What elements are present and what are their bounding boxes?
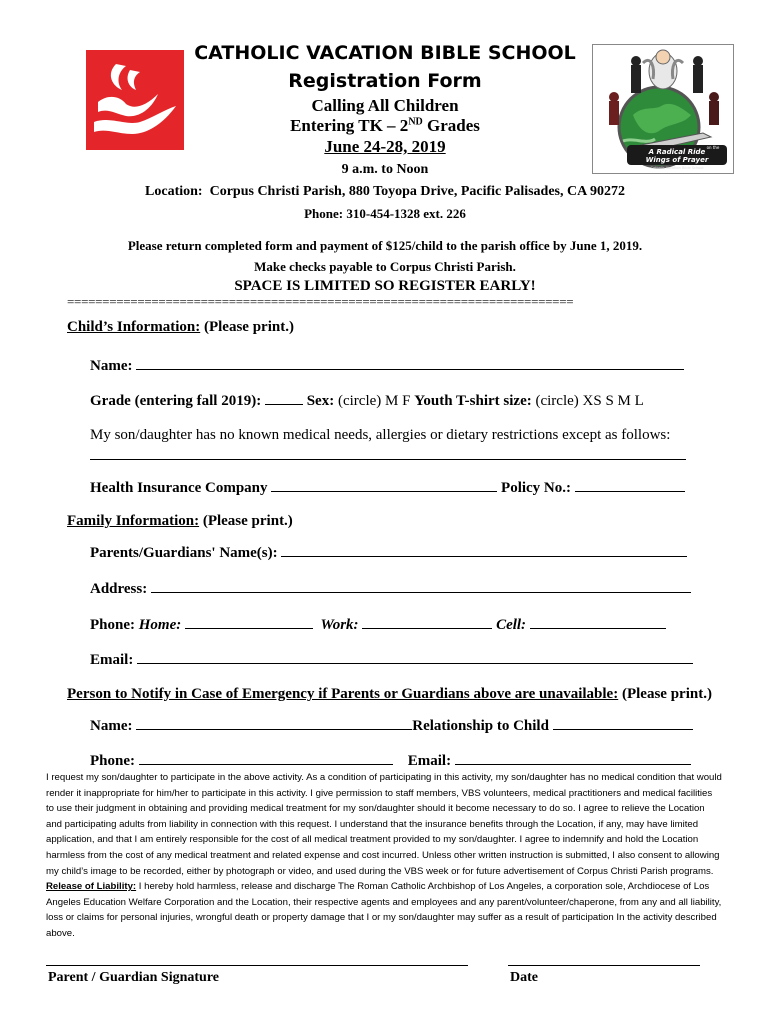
relationship-label: Relationship to Child (412, 718, 549, 734)
family-email-row (90, 649, 693, 669)
child-heading-note: (Please print.) (200, 319, 294, 335)
family-phone-row (90, 614, 666, 634)
child-heading-label: Child’s Information: (67, 319, 201, 335)
emergency-heading-label: Person to Notify in Case of Emergency if Parents or Guardians above are unavailable: (67, 686, 619, 702)
grade-label: Grade (entering fall 2019): (90, 393, 262, 409)
seal-title-line3: Wings of Prayer (645, 156, 709, 164)
grades-line (186, 116, 584, 136)
event-dates: June 24-28, 2019 (324, 137, 446, 156)
shirt-label: Youth T-shirt size: (414, 393, 532, 409)
work-phone-field[interactable] (362, 614, 492, 629)
date-line[interactable] (508, 965, 700, 966)
grades-prefix: Entering TK – 2 (290, 116, 409, 135)
sex-options[interactable]: (circle) M F (334, 393, 415, 409)
policy-field[interactable] (575, 477, 685, 492)
emergency-name-label: Name: (90, 718, 133, 734)
signature-label: Parent / Guardian Signature (48, 970, 220, 985)
child-info-heading (67, 319, 294, 336)
seal-title-line1: A Radical Ride (648, 148, 706, 156)
seal-title-line2: on the (706, 145, 720, 150)
child-grade-row (90, 390, 644, 410)
seal-small-text: Catholic Vacation Bible School (650, 166, 704, 170)
location-address: , 880 Toyopa Drive, Pacific Palisades, CA 90272 (341, 184, 625, 199)
insurance-row (90, 477, 685, 497)
family-phone-label: Phone: (90, 617, 135, 633)
emergency-name-row (90, 715, 693, 735)
form-subtitle: Registration Form (288, 70, 482, 92)
child-name-label: Name: (90, 358, 133, 374)
emergency-name-field[interactable] (136, 715, 412, 730)
emergency-heading (67, 686, 712, 703)
home-phone-field[interactable] (185, 614, 313, 629)
parish-phone: Phone: 310-454-1328 ext. 226 (304, 206, 466, 221)
grades-superscript: ND (408, 116, 423, 128)
family-info-heading (67, 513, 293, 530)
cell-phone-field[interactable] (530, 614, 666, 629)
section-divider: ======================================================================== (67, 294, 574, 309)
policy-label: Policy No.: (501, 480, 572, 496)
family-email-field[interactable] (137, 649, 693, 664)
emergency-email-field[interactable] (455, 750, 691, 765)
calling-all-children: Calling All Children (311, 96, 459, 115)
event-time: 9 a.m. to Noon (341, 162, 429, 177)
address-field[interactable] (151, 578, 691, 593)
child-name-row (90, 355, 684, 375)
space-limited-notice: SPACE IS LIMITED SO REGISTER EARLY! (234, 278, 536, 294)
event-location (40, 184, 730, 200)
family-heading-note: (Please print.) (199, 513, 293, 529)
parents-row (90, 542, 687, 562)
location-label: Location: (145, 184, 203, 199)
home-label: Home: (138, 617, 182, 633)
waiver-part2: I hereby hold harmless, release and discharge The Roman Catholic Archbishop of Los Angeles, a corporation sole, Archdiocese of Los Angeles Education Welfare Corporation and the Location, their respective agents and employees and any parent/volunteer/chaperone, from any and all liability, loss or claims for personal injuries, wrongful death or property damage that I or my son/daughter may suffer as a result of participation In the activity described above. (46, 881, 722, 939)
child-name-field[interactable] (136, 355, 684, 370)
family-heading-label: Family Information: (67, 513, 200, 529)
grades-suffix: Grades (422, 116, 480, 135)
parish-logo (86, 50, 184, 150)
emergency-phone-field[interactable] (139, 750, 393, 765)
liability-waiver-text (46, 770, 722, 942)
relationship-field[interactable] (553, 715, 693, 730)
insurance-label: Health Insurance Company (90, 480, 268, 496)
location-name: Corpus Christi Parish (209, 184, 342, 199)
work-label: Work: (320, 617, 359, 633)
emergency-email-label: Email: (407, 753, 452, 769)
payment-notice: Please return completed form and payment of $125/child to the parish office by June 1, 2019. (127, 238, 643, 253)
date-label: Date (510, 970, 538, 985)
family-email-label: Email: (90, 652, 134, 668)
emergency-phone-row (90, 750, 691, 770)
form-title: CATHOLIC VACATION BIBLE SCHOOL (194, 42, 576, 64)
grade-field[interactable] (265, 390, 303, 405)
insurance-field[interactable] (271, 477, 497, 492)
emergency-heading-note: (Please print.) (618, 686, 712, 702)
address-row (90, 578, 691, 598)
waiver-part1: I request my son/daughter to participate in the above activity. As a condition of participating in this activity, my son/daughter has no medical condition that would render it inappropriate for him/her to participate in this activity. I give permission to staff members, VBS volunteers, medical practitioners and medical facilities to use their judgment in obtaining and providing medical treatment for my son/daughter should it become necessary to do so. I agree to relieve the Location and participating adults from liability in connection with this request. I understand that the insurance benefits through the Location, if any, may have limited application, and that I am entirely responsible for the cost of all medical treatment provided to my son/daughter. I agree to indemnify and hold the Location harmless from the cost of any medical treatment and related expense and cost incurred. Unless other written instruction is submitted, I also consent to allowing my child’s image to be recorded, either by photograph or video, and used during the VBS week or for future advertisement of Corpus Christi Parish programs. (46, 772, 722, 877)
sex-label: Sex: (306, 393, 335, 409)
medical-statement: My son/daughter has no known medical needs, allergies or dietary restrictions except as follows: (90, 427, 671, 443)
release-of-liability-label: Release of Liability: (46, 881, 137, 893)
checks-notice: Make checks payable to Corpus Christi Parish. (254, 259, 516, 274)
parents-label: Parents/Guardians' Name(s): (90, 545, 278, 561)
cell-label: Cell: (496, 617, 527, 633)
vbs-theme-artwork (592, 44, 734, 174)
shirt-options[interactable]: (circle) XS S M L (531, 393, 644, 409)
medical-needs-field[interactable] (90, 445, 686, 460)
emergency-phone-label: Phone: (90, 753, 135, 769)
parents-field[interactable] (281, 542, 687, 557)
signature-line[interactable] (46, 965, 468, 966)
address-label: Address: (90, 581, 148, 597)
